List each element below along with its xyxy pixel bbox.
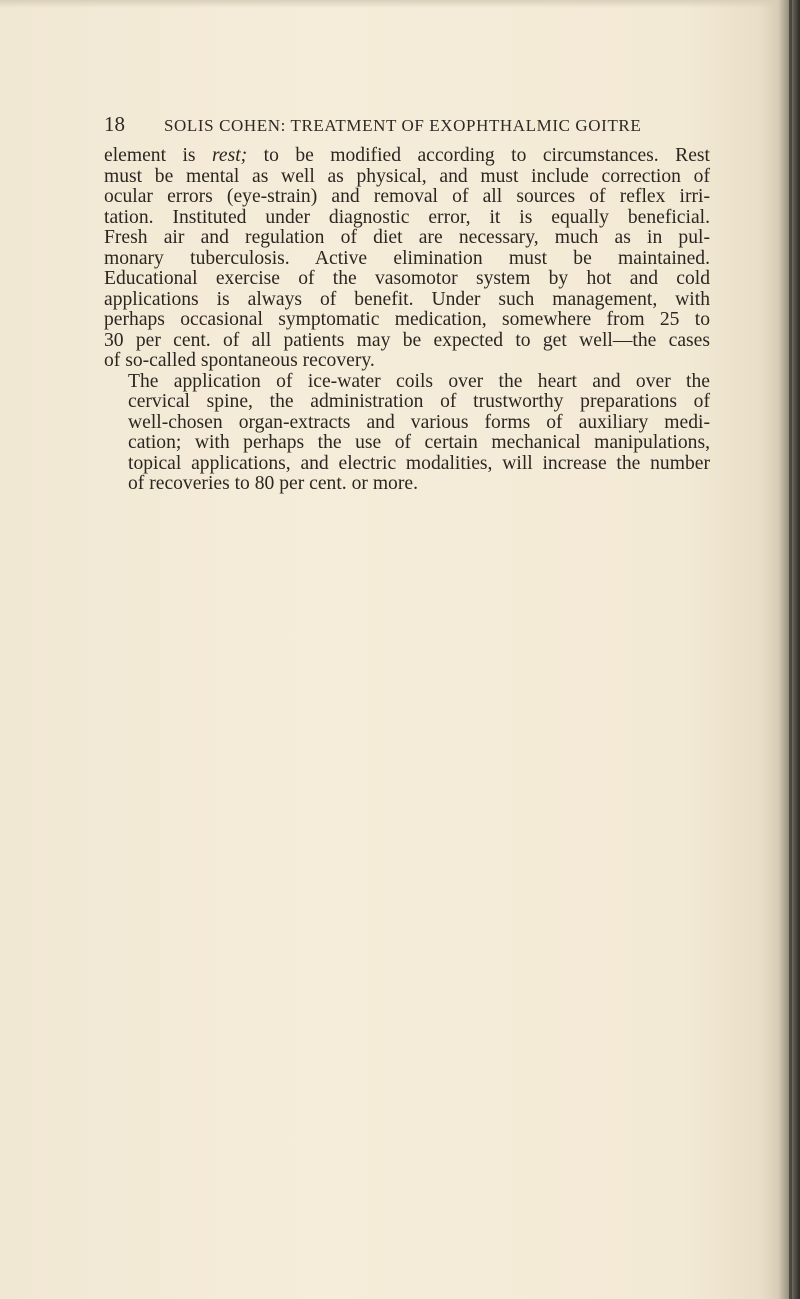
binding-shadow: [760, 0, 800, 1299]
text-line: monary tuberculosis. Active elimination must be maintained.: [104, 247, 710, 269]
text-line: applications is always of benefit. Under such management, with: [104, 288, 710, 310]
text-line: 30 per cent. of all patients may be expected to get well—the cases: [104, 329, 710, 351]
text-line: cation; with perhaps the use of certain mechanical manipulations,: [128, 432, 710, 453]
page-top-edge: [0, 0, 800, 8]
text-line: The application of ice-water coils over the heart and over the: [128, 370, 710, 392]
text-line: well-chosen organ-extracts and various forms of auxiliary medi-: [128, 411, 710, 433]
text-line: topical applications, and electric modalities, will increase the number: [128, 452, 710, 474]
text-line: Fresh air and regulation of diet are necessary, much as in pul-: [104, 227, 710, 248]
text-run: to be modified according to circumstances. Rest: [247, 145, 710, 166]
text-line: ocular errors (eye-strain) and removal of all sources of reflex irri-: [104, 186, 710, 207]
text-line: [104, 146, 710, 167]
page-header: [104, 112, 724, 138]
text-line: must be mental as well as physical, and must include correction of: [104, 165, 710, 187]
text-line: of so-called spontaneous recovery.: [104, 350, 375, 371]
text-run: element is: [104, 145, 212, 166]
text-line: Educational exercise of the vasomotor system by hot and cold: [104, 268, 710, 289]
binding-edge: [789, 0, 792, 1299]
text-line: of recoveries to 80 per cent. or more.: [128, 473, 418, 494]
paragraph-ice-water-coils: [104, 372, 710, 495]
text-line: tation. Instituted under diagnostic error, it is equally beneficial.: [104, 206, 710, 228]
running-head: SOLIS COHEN: TREATMENT OF EXOPHTHALMIC GOITRE: [164, 116, 642, 135]
text-line: cervical spine, the administration of trustworthy preparations of: [128, 391, 710, 412]
text-line: perhaps occasional symptomatic medication, somewhere from 25 to: [104, 309, 710, 330]
page-number: 18: [104, 112, 125, 136]
body-text: [104, 146, 710, 495]
emphasized-word: rest;: [211, 145, 248, 166]
paragraph-rest-treatment: [104, 146, 710, 372]
